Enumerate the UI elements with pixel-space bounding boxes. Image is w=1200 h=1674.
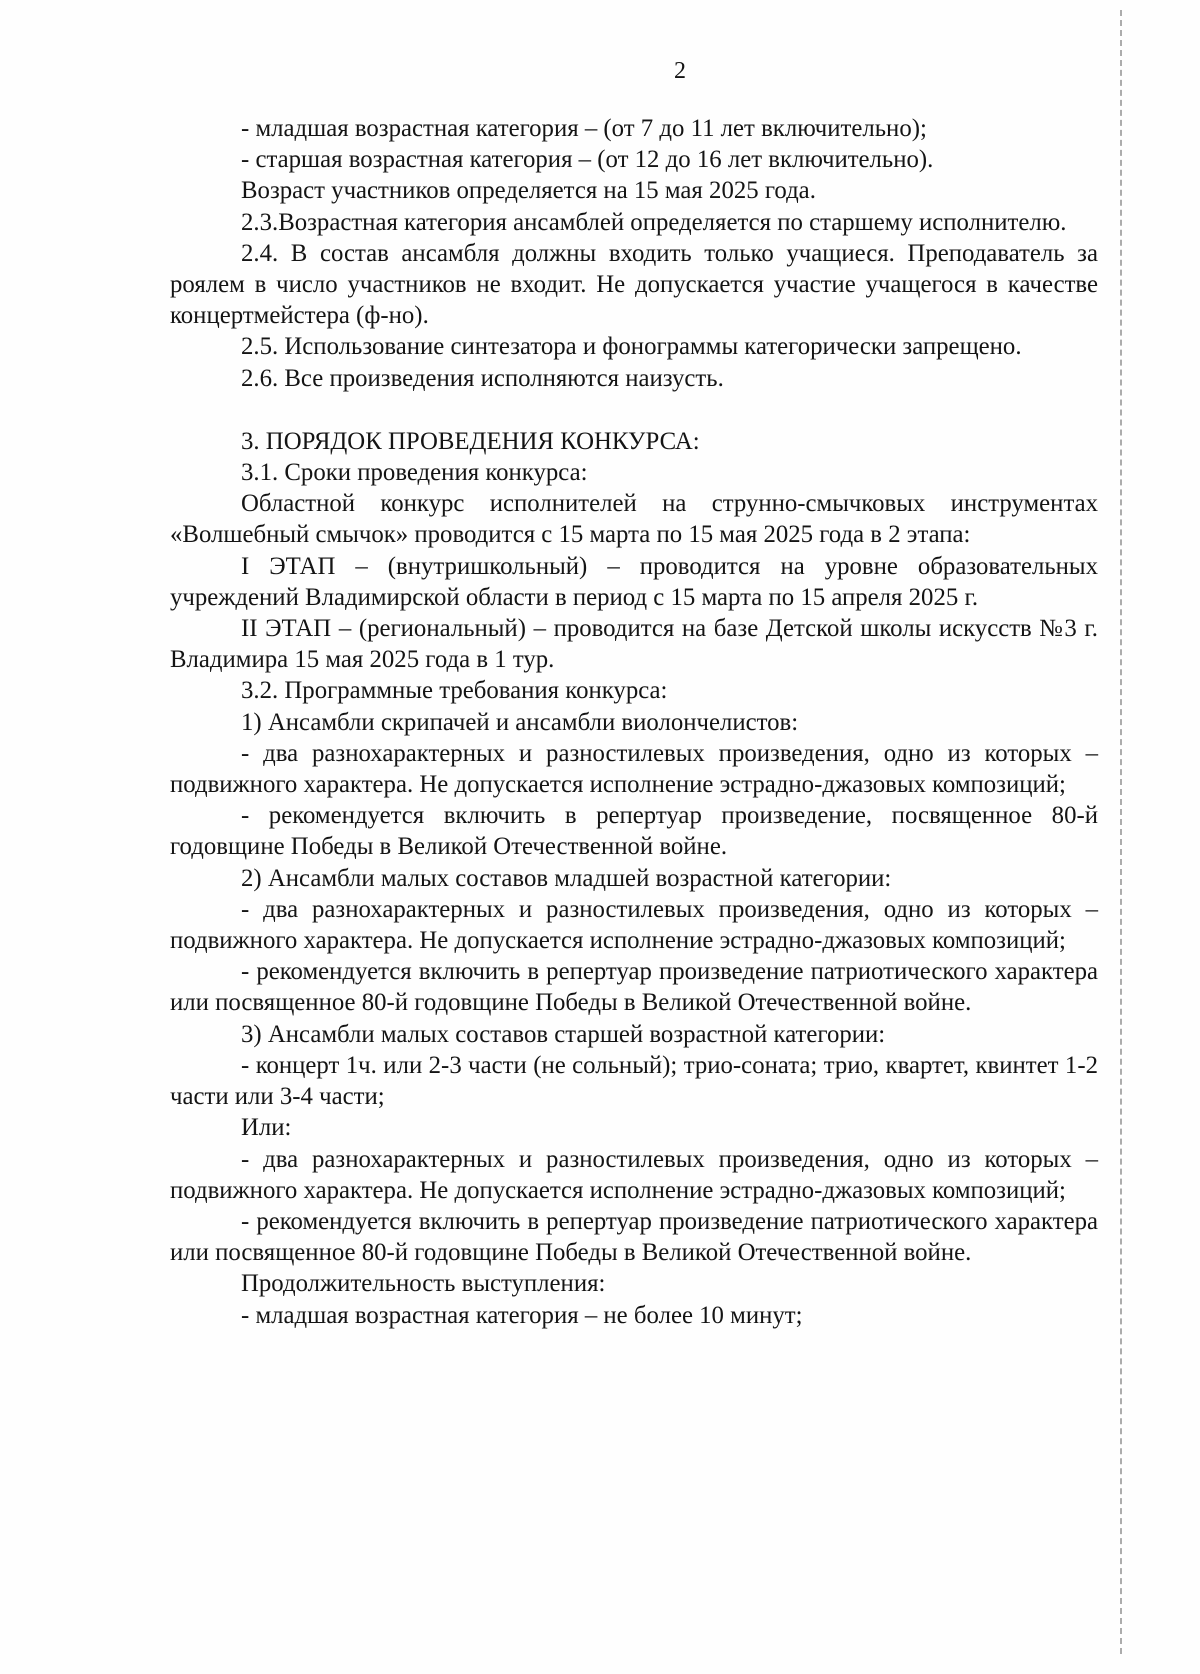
paragraph-stage-1: I ЭТАП – (внутришкольный) – проводится на уровне образовательных учреждений Владимирской области в период с 15 марта по 15 апреля 2025 г.	[170, 552, 1098, 611]
paragraph-3-1: 3.1. Сроки проведения конкурса:	[241, 459, 588, 487]
paragraph-2-3: 2.3.Возрастная категория ансамблей определяется по старшему исполнителю.	[241, 208, 1067, 236]
paragraph-age-junior: - младшая возрастная категория – (от 7 до 11 лет включительно);	[241, 115, 927, 142]
paragraph-or: Или:	[241, 1114, 292, 1142]
paragraph-ensembles-1-req-b: - рекомендуется включить в репертуар произведение, посвященное 80-й годовщине Победы в Великой Отечественной войне.	[170, 802, 1098, 861]
paragraph-ensembles-3-req-a: - концерт 1ч. или 2-3 части (не сольный); трио-соната; трио, квартет, квинтет 1-2 части или 3-4 части;	[170, 1051, 1098, 1111]
paragraph-contest-dates: Областной конкурс исполнителей на струнно-смычковых инструментах «Волшебный смычок» проводится с 15 марта по 15 мая 2025 года в 2 этапа:	[170, 490, 1098, 549]
paragraph-ensembles-2: 2) Ансамбли малых составов младшей возрастной категории:	[241, 864, 892, 892]
page-number: 2	[674, 58, 686, 84]
paragraph-ensembles-3: 3) Ансамбли малых составов старшей возрастной категории:	[241, 1020, 886, 1048]
paragraph-stage-2: II ЭТАП – (региональный) – проводится на базе Детской школы искусств №3 г. Владимира 15 мая 2025 года в 1 тур.	[170, 615, 1098, 674]
paragraph-ensembles-1: 1) Ансамбли скрипачей и ансамбли виолончелистов:	[241, 708, 799, 736]
paragraph-age-date: Возраст участников определяется на 15 мая 2025 года.	[241, 177, 816, 205]
section-heading-3: 3. ПОРЯДОК ПРОВЕДЕНИЯ КОНКУРСА:	[241, 427, 700, 455]
paragraph-ensembles-2-req-a: - два разнохарактерных и разностилевых произведения, одно из которых – подвижного характера. Не допускается исполнение эстрадно-джазовых композиций;	[170, 895, 1098, 955]
paragraph-duration: Продолжительность выступления:	[241, 1270, 606, 1298]
paragraph-ensembles-3-req-b: - два разнохарактерных и разностилевых произведения, одно из которых – подвижного характера. Не допускается исполнение эстрадно-джазовых композиций;	[170, 1145, 1098, 1204]
paragraph-2-5: 2.5. Использование синтезатора и фонограммы категорически запрещено.	[241, 333, 1022, 361]
paragraph-2-6: 2.6. Все произведения исполняются наизусть.	[241, 364, 724, 392]
paragraph-age-senior: - старшая возрастная категория – (от 12 до 16 лет включительно).	[241, 146, 934, 174]
paragraph-3-2: 3.2. Программные требования конкурса:	[241, 677, 668, 705]
paragraph-ensembles-1-req-a: - два разнохарактерных и разностилевых произведения, одно из которых – подвижного характера. Не допускается исполнение эстрадно-джазовых композиций;	[170, 739, 1098, 799]
paragraph-ensembles-3-req-c: - рекомендуется включить в репертуар произведение патриотического характера или посвященное 80-й годовщине Победы в Великой Отечественной войне.	[170, 1207, 1098, 1267]
paragraph-2-4: 2.4. В состав ансамбля должны входить только учащиеся. Преподаватель за роялем в число участников не входит. Не допускается участие учащегося в качестве концертмейстера (ф-но).	[170, 239, 1098, 330]
section-gap	[170, 394, 1098, 426]
paragraph-duration-junior: - младшая возрастная категория – не более 10 минут;	[241, 1301, 803, 1329]
paragraph-ensembles-2-req-b: - рекомендуется включить в репертуар произведение патриотического характера или посвященное 80-й годовщине Победы в Великой Отечественной войне.	[170, 958, 1098, 1017]
scan-edge-line	[1118, 10, 1122, 1654]
document-body	[170, 113, 1098, 1331]
